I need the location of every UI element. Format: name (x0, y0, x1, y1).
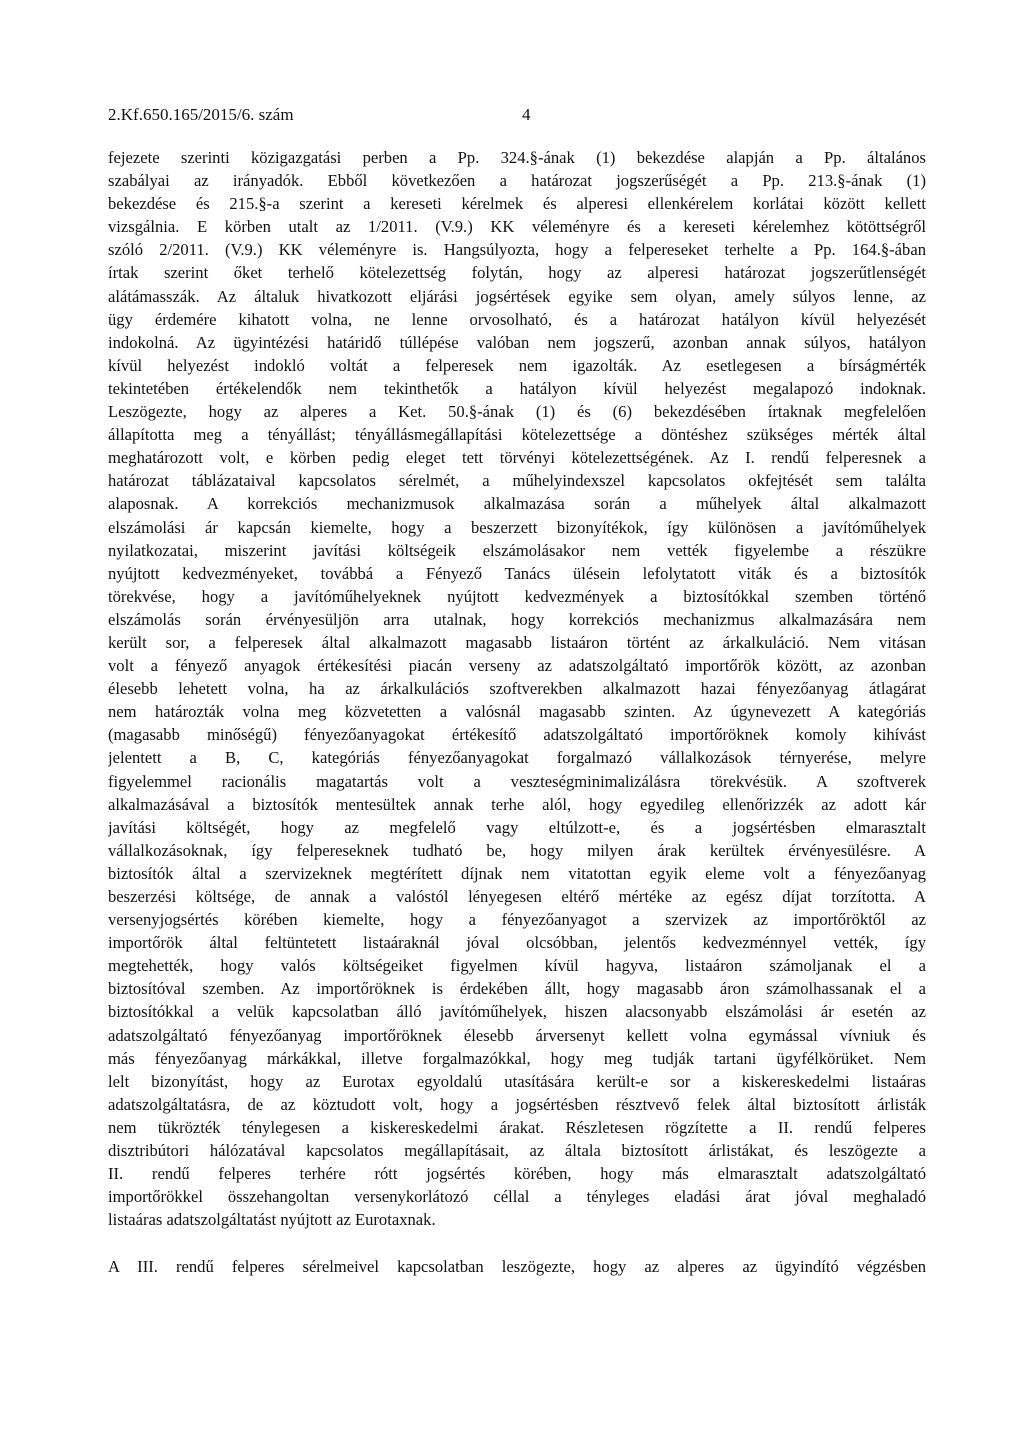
paragraph-line: biztosítók által a szervizeknek megtérített díjnak nem vitatottan egyik eleme volt a fényezőanyag (108, 863, 926, 883)
paragraph-line: adatszolgáltatásra, de az köztudott volt, hogy a jogsértésben résztvevő felek által biztosított árlisták (108, 1094, 926, 1114)
paragraph-line: elszámolási ár kapcsán kiemelte, hogy a beszerzett bizonyítékok, így különösen a javítóműhelyek (108, 517, 926, 537)
paragraph-line: nem határozták volna meg közvetetten a valósnál magasabb szinten. Az úgynevezett A kategóriás (108, 702, 926, 722)
paragraph-line: figyelemmel racionális magatartás volt a veszteségminimalizálásra törekvésük. A szoftverek (108, 771, 926, 791)
paragraph-line: importőrökkel összehangoltan versenykorlátozó céllal a tényleges eladási árat jóval meghaladó (108, 1187, 926, 1207)
paragraph-line: disztribútori hálózatával kapcsolatos megállapításait, az általa biztosított árlistákat, és leszögezte a (108, 1141, 926, 1161)
paragraph-line: ügy érdemére kihatott volna, ne lenne orvosolható, és a határozat hatályon kívül helyezését (108, 309, 926, 329)
paragraph-line: beszerzési költsége, de annak a valóstól lényegesen eltérő mértéke az egész díjat torzította. A (108, 887, 926, 906)
case-reference-number: 2.Kf.650.165/2015/6. szám (108, 105, 294, 124)
paragraph-line: alátámasszák. Az általuk hivatkozott eljárási jogsértések egyike sem olyan, amely súlyos lenne, az (108, 286, 926, 306)
body-text (108, 146, 926, 1278)
paragraph-line: II. rendű felperes terhére rótt jogsértés körében, hogy más elmarasztalt adatszolgáltató (108, 1164, 926, 1184)
paragraph-line: lelt bizonyítást, hogy az Eurotax egyoldalú utasítására került-e sor a kiskereskedelmi listaáras (108, 1071, 926, 1091)
paragraph-line: határozat táblázataival kapcsolatos sérelmét, a műhelyindexszel kapcsolatos okfejtését sem találta (108, 471, 926, 491)
paragraph-line: versenyjogsértés körében kiemelte, hogy a fényezőanyagot a szervizek az importőröktől az (108, 910, 926, 930)
paragraph-line: állapította meg a tényállást; tényállásmegállapítási kötelezettsége a döntéshez szükséges mérték által (108, 425, 926, 445)
paragraph-line: élesebb lehetett volna, ha az árkalkulációs szoftverekben alkalmazott hazai fényezőanyag átlagárat (108, 679, 926, 699)
paragraph-line: indokolná. Az ügyintézési határidő túllépése valóban nem jogszerű, azonban annak súlyos, hatályon (108, 332, 926, 352)
paragraph-line: javítási költségét, hogy az megfelelő vagy eltúlzott-e, és a jogsértésben elmarasztalt (108, 817, 926, 837)
paragraph-line: A III. rendű felperes sérelmeivel kapcsolatban leszögezte, hogy az alperes az ügyindító végzésben (108, 1256, 926, 1276)
paragraph-line: volt a fényező anyagok értékesítési piacán verseny az adatszolgáltató importőrök között, az azonban (108, 656, 926, 676)
paragraph-line: szóló 2/2011. (V.9.) KK véleményre is. Hangsúlyozta, hogy a felpereseket terhelte a Pp. 164.§-ában (108, 240, 926, 260)
paragraph-line: adatszolgáltató fényezőanyag importőröknek élesebb árversenyt kellett volna egymással vívniuk és (108, 1025, 926, 1045)
paragraph-line: szabályai az irányadók. Ebből következően a határozat jogszerűségét a Pp. 213.§-ának (1) (108, 171, 926, 191)
paragraph-line: más fényezőanyag márkákkal, illetve forgalmazókkal, hogy meg tudják tartani ügyfélkörüket. Nem (108, 1048, 926, 1068)
paragraph-line: Leszögezte, hogy az alperes a Ket. 50.§-ának (1) és (6) bekezdésében írtaknak megfelelően (108, 402, 926, 422)
paragraph-line: alkalmazásával a biztosítók mentesültek annak terhe alól, hogy egyedileg ellenőrizzék az adott kár (108, 794, 926, 814)
paragraph-line: listaáras adatszolgáltatást nyújtott az Eurotaxnak. (108, 1210, 436, 1230)
paragraph-line: vizsgálnia. E körben utalt az 1/2011. (V.9.) KK véleményre és a kereseti kérelemhez kötöttségről (108, 217, 926, 237)
paragraph-line: kívül helyezést indokló voltát a felperesek nem igazolták. Az esetlegesen a bírságmérték (108, 355, 926, 375)
paragraph-line: írtak szerint őket terhelő kötelezettség folytán, hogy az alperesi határozat jogszerűtlenségét (108, 263, 926, 283)
paragraph-gap (108, 1231, 926, 1254)
paragraph-line: nem tükrözték ténylegesen a kiskereskedelmi árakat. Részletesen rögzítette a II. rendű felperes (108, 1117, 926, 1137)
page-header (108, 103, 926, 127)
paragraph-line: törekvése, hogy a javítóműhelyeknek nyújtott kedvezmények a biztosítókkal szemben történő (108, 586, 926, 606)
paragraph-line: került sor, a felperesek által alkalmazott magasabb listaáron történt az árkalkuláció. Nem vitásan (108, 632, 926, 652)
paragraph-line: biztosítókkal a velük kapcsolatban álló javítóműhelyek, hiszen alacsonyabb elszámolási ár esetén az (108, 1002, 926, 1022)
paragraph-line: meghatározott volt, e körben pedig eleget tett törvényi kötelezettségének. Az I. rendű felperesnek a (108, 448, 926, 468)
paragraph-line: fejezete szerinti közigazgatási perben a Pp. 324.§-ának (1) bekezdése alapján a Pp. általános (108, 148, 926, 167)
paragraph-line: (magasabb minőségű) fényezőanyagokat értékesítő adatszolgáltató importőröknek komoly kihívást (108, 725, 926, 745)
paragraph-line: nyilatkozatai, miszerint javítási költségeik elszámolásakor nem vették figyelembe a részükre (108, 540, 926, 560)
paragraph-line: alaposnak. A korrekciós mechanizmusok alkalmazása során a műhelyek által alkalmazott (108, 494, 926, 514)
paragraph-line: bekezdése és 215.§-a szerint a kereseti kérelmek és alperesi ellenkérelem korlátai között kellett (108, 194, 926, 214)
paragraph-line: nyújtott kedvezményeket, továbbá a Fényező Tanács ülésein lefolytatott viták és a biztosítók (108, 563, 926, 583)
paragraph-line: vállalkozásoknak, így felpereseknek tudható be, hogy milyen árak kerültek érvényesülésre. A (108, 840, 926, 860)
paragraph-line: elszámolás során érvényesüljön arra utalnak, hogy korrekciós mechanizmus alkalmazására nem (108, 609, 926, 629)
paragraph-line: importőrök által feltüntetett listaáraknál jóval olcsóbban, jelentős kedvezménnyel vették, így (108, 933, 926, 953)
document-page (108, 0, 926, 1446)
paragraph-line: megtehették, hogy valós költségeiket figyelmen kívül hagyva, listaáron számoljanak el a (108, 956, 926, 976)
page-number: 4 (522, 105, 531, 124)
paragraph-line: biztosítóval szemben. Az importőröknek is érdekében állt, hogy magasabb áron számolhassanak el a (108, 979, 926, 999)
paragraph-line: jelentett a B, C, kategóriás fényezőanyagokat forgalmazó vállalkozások térnyerése, melyre (108, 748, 926, 768)
paragraph-line: tekintetében értékelendők nem tekinthetők a hatályon kívül helyezést megalapozó indoknak. (108, 378, 926, 398)
